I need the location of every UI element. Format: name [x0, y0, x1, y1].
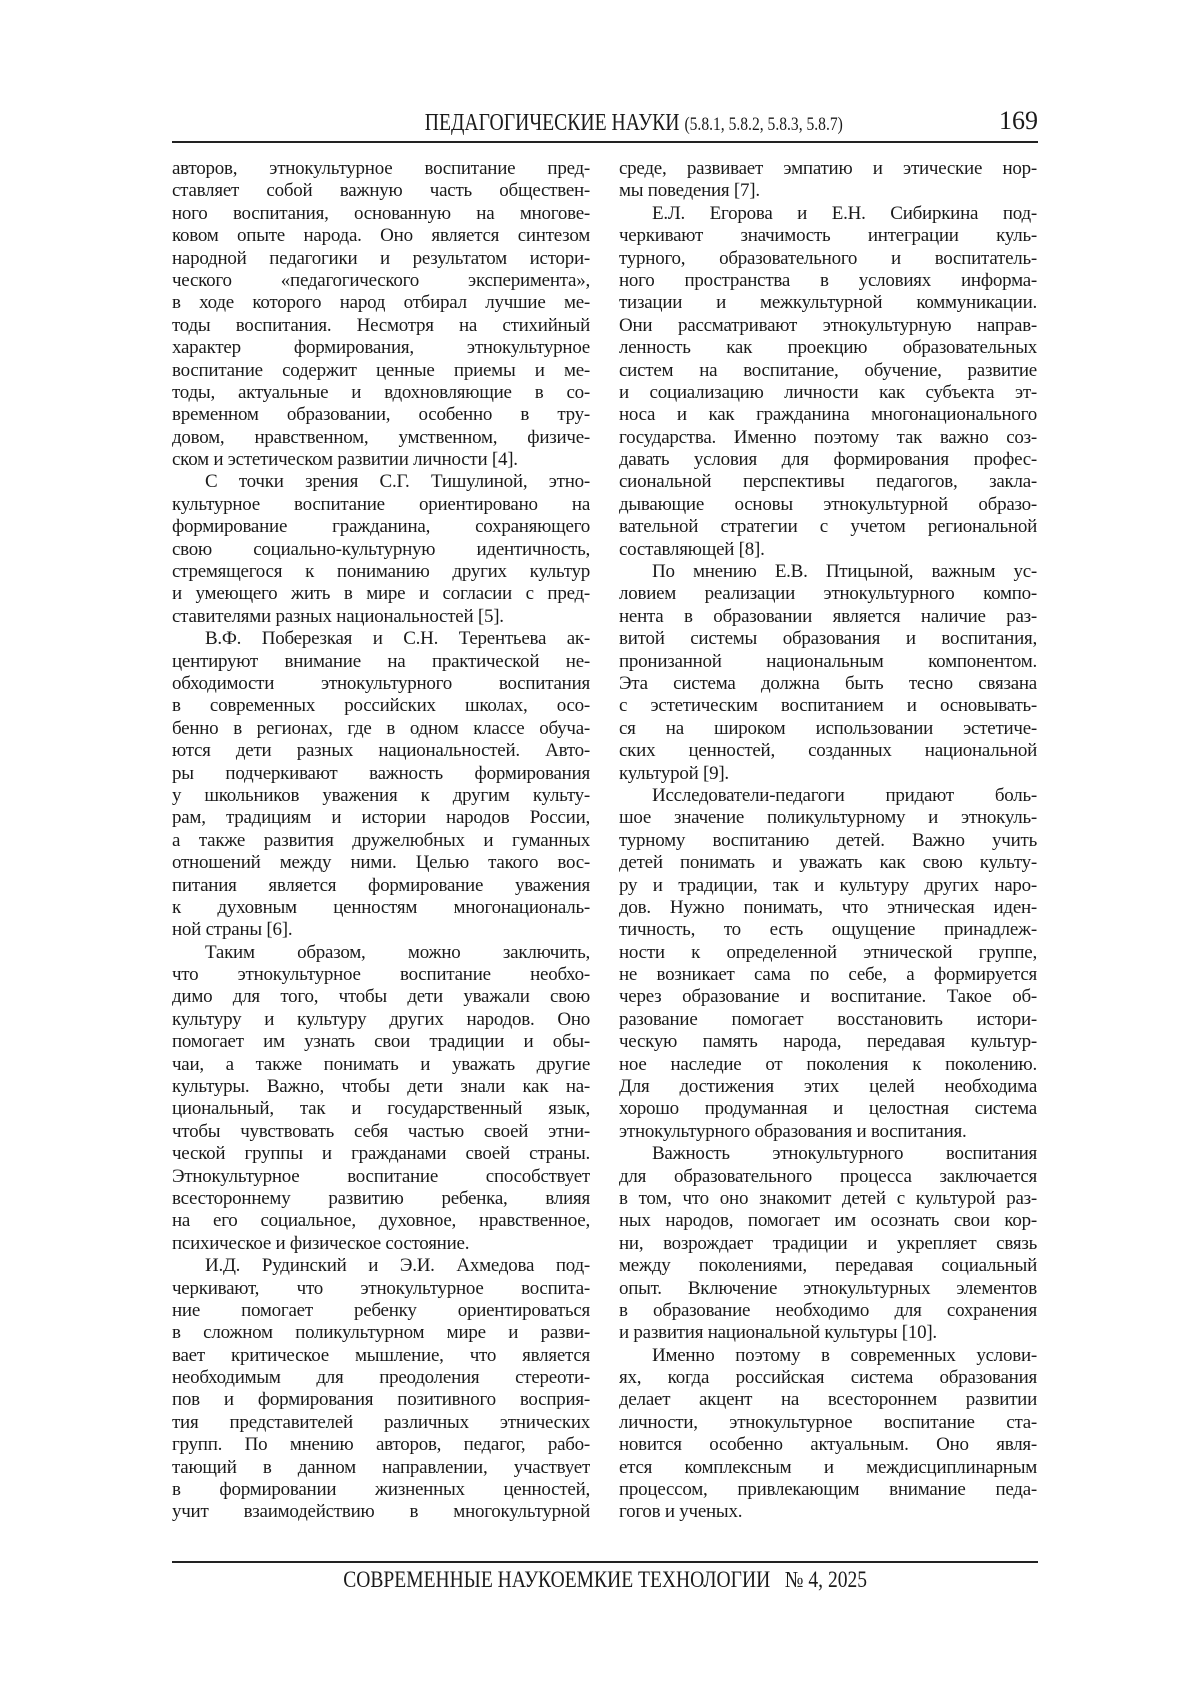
text-line: ских ценностей, созданных национальной	[619, 740, 1037, 762]
running-header	[172, 108, 1038, 142]
text-line: С точки зрения С.Г. Тишулиной, этно-	[172, 471, 590, 493]
text-line: что этнокультурное воспитание необхо-	[172, 964, 590, 986]
text-line: культурой [9].	[619, 763, 1037, 785]
text-line: турного, образовательного и воспитатель-	[619, 248, 1037, 270]
text-line: ной страны [6].	[172, 919, 590, 941]
text-line: ковом опыте народа. Оно является синтезом	[172, 225, 590, 247]
text-line: ческого «педагогического эксперимента»,	[172, 270, 590, 292]
text-line: ся на широком использовании эстетиче-	[619, 718, 1037, 740]
text-line: Таким образом, можно заключить,	[172, 942, 590, 964]
text-line: помогает им узнать свои традиции и обы-	[172, 1031, 590, 1053]
text-line: свою социально-культурную идентичность,	[172, 539, 590, 561]
text-line: новится особенно актуальным. Оно явля-	[619, 1434, 1037, 1456]
text-line: вает критическое мышление, что является	[172, 1345, 590, 1367]
text-line: мы поведения [7].	[619, 180, 1037, 202]
text-line: характер формирования, этнокультурное	[172, 337, 590, 359]
text-line: для образовательного процесса заключается	[619, 1166, 1037, 1188]
text-line: пронизанной национальным компонентом.	[619, 651, 1037, 673]
text-line: ях, когда российская система образования	[619, 1367, 1037, 1389]
text-line: ском и эстетическом развитии личности [4].	[172, 449, 590, 471]
text-line: ного воспитания, основанную на многове-	[172, 203, 590, 225]
header-rule	[172, 141, 1038, 143]
text-line: бенно в регионах, где в одном классе обуча-	[172, 718, 590, 740]
text-line: тоды воспитания. Несмотря на стихийный	[172, 315, 590, 337]
text-line: ности к определенной этнической группе,	[619, 942, 1037, 964]
section-codes: (5.8.1, 5.8.2, 5.8.3, 5.8.7)	[685, 114, 843, 135]
text-line: культурное воспитание ориентировано на	[172, 494, 590, 516]
text-line: тия представителей различных этнических	[172, 1412, 590, 1434]
text-line: культуры. Важно, чтобы дети знали как на-	[172, 1076, 590, 1098]
text-line: и умеющего жить в мире и согласии с пред-	[172, 583, 590, 605]
text-line: к духовным ценностям многонациональ-	[172, 897, 590, 919]
text-line: ру и традиции, так и культуру других наро-	[619, 875, 1037, 897]
left-column	[172, 158, 590, 1524]
text-line: Е.Л. Егорова и Е.Н. Сибиркина под-	[619, 203, 1037, 225]
text-line: тичность, то есть ощущение принадлеж-	[619, 919, 1037, 941]
section-name: ПЕДАГОГИЧЕСКИЕ НАУКИ	[425, 110, 680, 136]
text-line: довом, нравственном, умственном, физиче-	[172, 427, 590, 449]
text-line: в современных российских школах, осо-	[172, 695, 590, 717]
text-line: ставителями разных национальностей [5].	[172, 606, 590, 628]
text-line: Исследователи-педагоги придают боль-	[619, 785, 1037, 807]
text-line: необходимым для преодоления стереоти-	[172, 1367, 590, 1389]
text-line: в формировании жизненных ценностей,	[172, 1479, 590, 1501]
text-line: культуру и культуру других народов. Оно	[172, 1009, 590, 1031]
text-line: хорошо продуманная и целостная система	[619, 1098, 1037, 1120]
footer-rule	[172, 1561, 1038, 1563]
text-line: тоды, актуальные и вдохновляющие в со-	[172, 382, 590, 404]
text-line: у школьников уважения к другим культу-	[172, 785, 590, 807]
text-line: ние помогает ребенку ориентироваться	[172, 1300, 590, 1322]
text-line: временном образовании, особенно в тру-	[172, 404, 590, 426]
text-line: По мнению Е.В. Птицыной, важным ус-	[619, 561, 1037, 583]
text-line: составляющей [8].	[619, 539, 1037, 561]
text-line: народной педагогики и результатом истори-	[172, 248, 590, 270]
text-line: Важность этнокультурного воспитания	[619, 1143, 1037, 1165]
text-line: в том, что оно знакомит детей с культурой раз-	[619, 1188, 1037, 1210]
text-line: центируют внимание на практической не-	[172, 651, 590, 673]
text-line: формирование гражданина, сохраняющего	[172, 516, 590, 538]
text-line: стремящегося к пониманию других культур	[172, 561, 590, 583]
text-line: сиональной перспективы педагогов, закла-	[619, 471, 1037, 493]
text-line: на его социальное, духовное, нравственное,	[172, 1210, 590, 1232]
text-line: Они рассматривают этнокультурную направ-	[619, 315, 1037, 337]
text-line: делает акцент на всестороннем развитии	[619, 1389, 1037, 1411]
text-line: в ходе которого народ отбирал лучшие ме-	[172, 292, 590, 314]
text-line: систем на воспитание, обучение, развитие	[619, 360, 1037, 382]
text-line: ных народов, помогает им осознать свои кор-	[619, 1210, 1037, 1232]
text-line: личности, этнокультурное воспитание ста-	[619, 1412, 1037, 1434]
text-line: учит взаимодействию в многокультурной	[172, 1501, 590, 1523]
text-line: димо для того, чтобы дети уважали свою	[172, 986, 590, 1008]
text-line: ческой группы и гражданами своей страны.	[172, 1143, 590, 1165]
text-line: чаи, а также понимать и уважать другие	[172, 1054, 590, 1076]
text-line: ленность как проекцию образовательных	[619, 337, 1037, 359]
text-line: витой системы образования и воспитания,	[619, 628, 1037, 650]
text-line: Этнокультурное воспитание способствует	[172, 1166, 590, 1188]
text-line: черкивают значимость интеграции куль-	[619, 225, 1037, 247]
page-number: 169	[999, 106, 1038, 136]
text-line: ного пространства в условиях информа-	[619, 270, 1037, 292]
text-line: психическое и физическое состояние.	[172, 1233, 590, 1255]
text-line: государства. Именно поэтому так важно соз-	[619, 427, 1037, 449]
text-line: дывающие основы этнокультурной образо-	[619, 494, 1037, 516]
text-line: авторов, этнокультурное воспитание пред-	[172, 158, 590, 180]
text-line: в образование необходимо для сохранения	[619, 1300, 1037, 1322]
text-line: и развития национальной культуры [10].	[619, 1322, 1037, 1344]
text-line: ни, возрождает традиции и укрепляет связь	[619, 1233, 1037, 1255]
text-line: ное наследие от поколения к поколению.	[619, 1054, 1037, 1076]
text-line: ры подчеркивают важность формирования	[172, 763, 590, 785]
text-line: пов и формирования позитивного восприя-	[172, 1389, 590, 1411]
text-line: ловием реализации этнокультурного компо-	[619, 583, 1037, 605]
text-line: Для достижения этих целей необходима	[619, 1076, 1037, 1098]
text-line: черкивают, что этнокультурное воспита-	[172, 1278, 590, 1300]
text-line: гогов и ученых.	[619, 1501, 1037, 1523]
text-line: детей понимать и уважать как свою культу-	[619, 852, 1037, 874]
text-line: всестороннему развитию ребенка, влияя	[172, 1188, 590, 1210]
text-line: турному воспитанию детей. Важно учить	[619, 830, 1037, 852]
text-line: через образование и воспитание. Такое об-	[619, 986, 1037, 1008]
text-line: ются дети разных национальностей. Авто-	[172, 740, 590, 762]
text-line: дов. Нужно понимать, что этническая иден-	[619, 897, 1037, 919]
text-line: чтобы чувствовать себя частью своей этни-	[172, 1121, 590, 1143]
text-line: И.Д. Рудинский и Э.И. Ахмедова под-	[172, 1255, 590, 1277]
text-line: этнокультурного образования и воспитания.	[619, 1121, 1037, 1143]
text-line: с эстетическим воспитанием и основывать-	[619, 695, 1037, 717]
text-line: шое значение поликультурному и этнокуль-	[619, 807, 1037, 829]
text-line: рам, традициям и истории народов России,	[172, 807, 590, 829]
text-line: Эта система должна быть тесно связана	[619, 673, 1037, 695]
text-line: групп. По мнению авторов, педагог, рабо-	[172, 1434, 590, 1456]
text-line: ется комплексным и междисциплинарным	[619, 1457, 1037, 1479]
text-line: носа и как гражданина многонационального	[619, 404, 1037, 426]
text-line: питания является формирование уважения	[172, 875, 590, 897]
text-line: отношений между ними. Целью такого вос-	[172, 852, 590, 874]
text-line: процессом, привлекающим внимание педа-	[619, 1479, 1037, 1501]
journal-name: СОВРЕМЕННЫЕ НАУКОЕМКИЕ ТЕХНОЛОГИИ № 4, 2025	[343, 1567, 867, 1593]
text-line: давать условия для формирования профес-	[619, 449, 1037, 471]
right-column	[619, 158, 1037, 1524]
text-line: В.Ф. Поберезкая и С.Н. Терентьева ак-	[172, 628, 590, 650]
text-line: среде, развивает эмпатию и этические нор-	[619, 158, 1037, 180]
text-line: а также развития дружелюбных и гуманных	[172, 830, 590, 852]
text-line: нента в образовании является наличие раз-	[619, 606, 1037, 628]
text-line: тизации и межкультурной коммуникации.	[619, 292, 1037, 314]
text-line: циональный, так и государственный язык,	[172, 1098, 590, 1120]
text-line: опыт. Включение этнокультурных элементов	[619, 1278, 1037, 1300]
text-line: тающий в данном направлении, участвует	[172, 1457, 590, 1479]
text-line: и социализацию личности как субъекта эт-	[619, 382, 1037, 404]
text-line: между поколениями, передавая социальный	[619, 1255, 1037, 1277]
running-footer	[172, 1567, 1038, 1593]
text-line: ставляет собой важную часть обществен-	[172, 180, 590, 202]
text-line: Именно поэтому в современных услови-	[619, 1345, 1037, 1367]
text-line: не возникает сама по себе, а формируется	[619, 964, 1037, 986]
text-line: разование помогает восстановить истори-	[619, 1009, 1037, 1031]
text-line: ческую память народа, передавая культур-	[619, 1031, 1037, 1053]
section-title	[425, 110, 843, 137]
text-line: воспитание содержит ценные приемы и ме-	[172, 360, 590, 382]
text-line: вательной стратегии с учетом региональной	[619, 516, 1037, 538]
text-line: обходимости этнокультурного воспитания	[172, 673, 590, 695]
text-line: в сложном поликультурном мире и разви-	[172, 1322, 590, 1344]
